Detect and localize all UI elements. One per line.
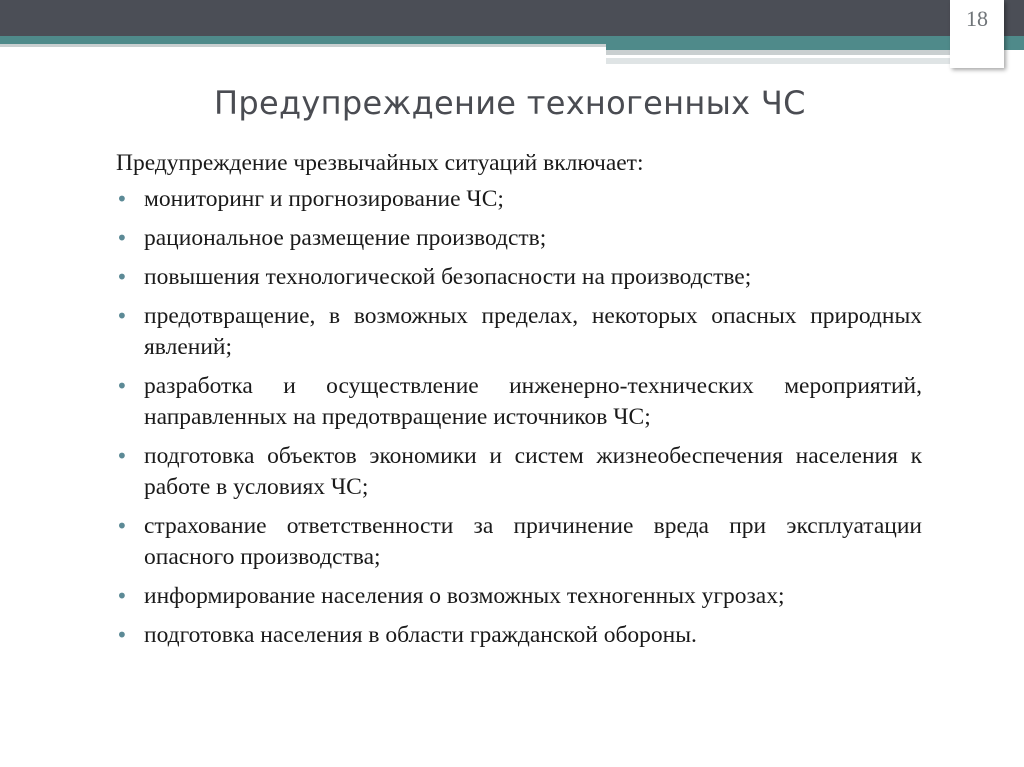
bullet-item: • мониторинг и прогнозирование ЧС; (116, 184, 922, 215)
header-band-gray-line (0, 44, 606, 47)
slide-number-box (950, 0, 1004, 68)
bullet-item: • рациональное размещение производств; (116, 223, 922, 254)
bullet-item: • подготовка населения в области гражданской обороны. (116, 620, 922, 651)
bullet-item: • разработка и осуществление инженерно-технических мероприятий, направленных на предотвращение источников ЧС; (116, 371, 922, 433)
bullet-item: • предотвращение, в возможных пределах, некоторых опасных природных явлений; (116, 301, 922, 363)
header-band-teal-left (0, 36, 606, 44)
bullet-list (116, 184, 922, 651)
slide-content (116, 148, 922, 659)
bullet-item: • подготовка объектов экономики и систем жизнеобеспечения населения к работе в условиях ЧС; (116, 441, 922, 503)
header-band-gray-step-lower (606, 58, 950, 64)
intro-text: Предупреждение чрезвычайных ситуаций включает: (116, 150, 644, 176)
slide-number: 18 (966, 6, 988, 31)
bullet-item: • повышения технологической безопасности на производстве; (116, 262, 922, 293)
header-band-dark (0, 0, 1024, 36)
bullet-item: • страхование ответственности за причинение вреда при эксплуатации опасного производства; (116, 511, 922, 573)
slide-title: Предупреждение техногенных ЧС (214, 84, 806, 122)
header-band-gray-step (606, 50, 950, 55)
bullet-item: • информирование населения о возможных техногенных угрозах; (116, 581, 922, 612)
